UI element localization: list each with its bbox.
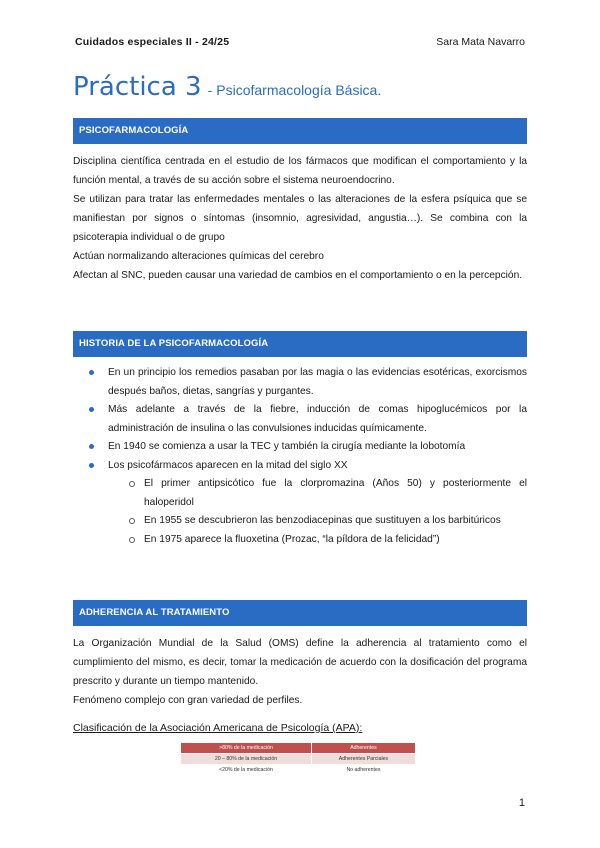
list-item bbox=[73, 364, 527, 401]
table-cell: 20 – 80% de la medicación bbox=[181, 754, 312, 765]
table-header-row bbox=[181, 743, 416, 754]
table-cell: No adherentes bbox=[311, 765, 415, 776]
bullet-icon bbox=[89, 463, 94, 468]
list-item-text: En 1940 se comienza a usar la TEC y también la cirugía mediante la lobotomía bbox=[108, 441, 466, 452]
table-row bbox=[181, 754, 416, 765]
title-main: Práctica 3 bbox=[73, 72, 202, 102]
table-cell: Adherentes Parciales bbox=[311, 754, 415, 765]
list-item bbox=[73, 438, 527, 457]
table-header-cell: >80% de la medicación bbox=[181, 743, 312, 754]
sub-list-item bbox=[73, 531, 527, 550]
paragraph: Se utilizan para tratar las enfermedades mentales o las alteraciones de la esfera psíquica que se manifiestan por signos o síntomas (insomnio, agresividad, angustia…). Se combina con la psicoterapia individual o de grupo bbox=[73, 194, 527, 243]
title-dash: - bbox=[207, 82, 213, 98]
sub-list-item-text: En 1975 aparece la fluoxetina (Prozac, “la píldora de la felicidad”) bbox=[144, 533, 440, 545]
apa-classification-table bbox=[180, 742, 416, 776]
bullet-icon bbox=[89, 370, 94, 375]
table-row bbox=[181, 765, 416, 776]
paragraph: La Organización Mundial de la Salud (OMS) define la adherencia al tratamiento como el cumplimiento del mismo, es decir, tomar la medicación de acuerdo con la dosificación del programa prescrito y durante un tiempo mantenido. bbox=[73, 638, 527, 687]
list-item bbox=[73, 401, 527, 438]
sub-list-item bbox=[73, 512, 527, 531]
paragraph: Actúan normalizando alteraciones químicas del cerebro bbox=[73, 251, 324, 262]
historia-list bbox=[73, 364, 527, 549]
circle-bullet-icon bbox=[129, 481, 135, 487]
paragraph: Afectan al SNC, pueden causar una variedad de cambios en el comportamiento o en la percepción. bbox=[73, 270, 523, 281]
title-subtitle: Psicofarmacología Básica. bbox=[216, 82, 382, 98]
section-heading-historia: HISTORIA DE LA PSICOFARMACOLOGÍA bbox=[73, 331, 527, 357]
sub-list-item-text: En 1955 se descubrieron las benzodiacepinas que sustituyen a los barbitúricos bbox=[144, 515, 501, 526]
apa-classification-title: Clasificación de la Asociación Americana de Psicología (APA): bbox=[73, 722, 363, 734]
page-title bbox=[73, 72, 381, 102]
section-heading-adherencia: ADHERENCIA AL TRATAMIENTO bbox=[73, 600, 527, 626]
page-number: 1 bbox=[518, 797, 525, 809]
page-header bbox=[75, 36, 525, 54]
section-heading-psicofarmacologia: PSICOFARMACOLOGÍA bbox=[73, 118, 527, 144]
paragraph: Disciplina científica centrada en el estudio de los fármacos que modifican el comportamiento y la función mental, a través de su acción sobre el sistema neuroendocrino. bbox=[73, 156, 527, 186]
list-item-text: Los psicofármacos aparecen en la mitad del siglo XX bbox=[108, 459, 348, 471]
paragraph: Fenómeno complejo con gran variedad de perfiles. bbox=[73, 695, 303, 706]
adherencia-body bbox=[73, 634, 527, 710]
list-item-text: En un principio los remedios pasaban por las magia o las evidencias esotéricas, exorcismos después baños, dietas, sangrías y purgantes. bbox=[108, 367, 527, 397]
sub-list-item-text: El primer antipsicótico fue la clorpromazina (Años 50) y posteriormente el haloperidol bbox=[144, 478, 527, 508]
sub-list-item bbox=[73, 475, 527, 512]
list-item-text: Más adelante a través de la fiebre, inducción de comas hipoglucémicos por la administración de insulina o las convulsiones inducidas químicamente. bbox=[108, 404, 527, 434]
bullet-icon bbox=[89, 444, 94, 449]
table-header-cell: Adherentes bbox=[311, 743, 415, 754]
psicofarmacologia-body bbox=[73, 152, 527, 285]
course-label: Cuidados especiales II - 24/25 bbox=[75, 36, 230, 48]
table-cell: <20% de la medicación bbox=[181, 765, 312, 776]
circle-bullet-icon bbox=[129, 518, 135, 524]
author-label: Sara Mata Navarro bbox=[436, 36, 525, 48]
bullet-icon bbox=[89, 407, 94, 412]
list-item bbox=[73, 457, 527, 476]
circle-bullet-icon bbox=[129, 537, 135, 543]
